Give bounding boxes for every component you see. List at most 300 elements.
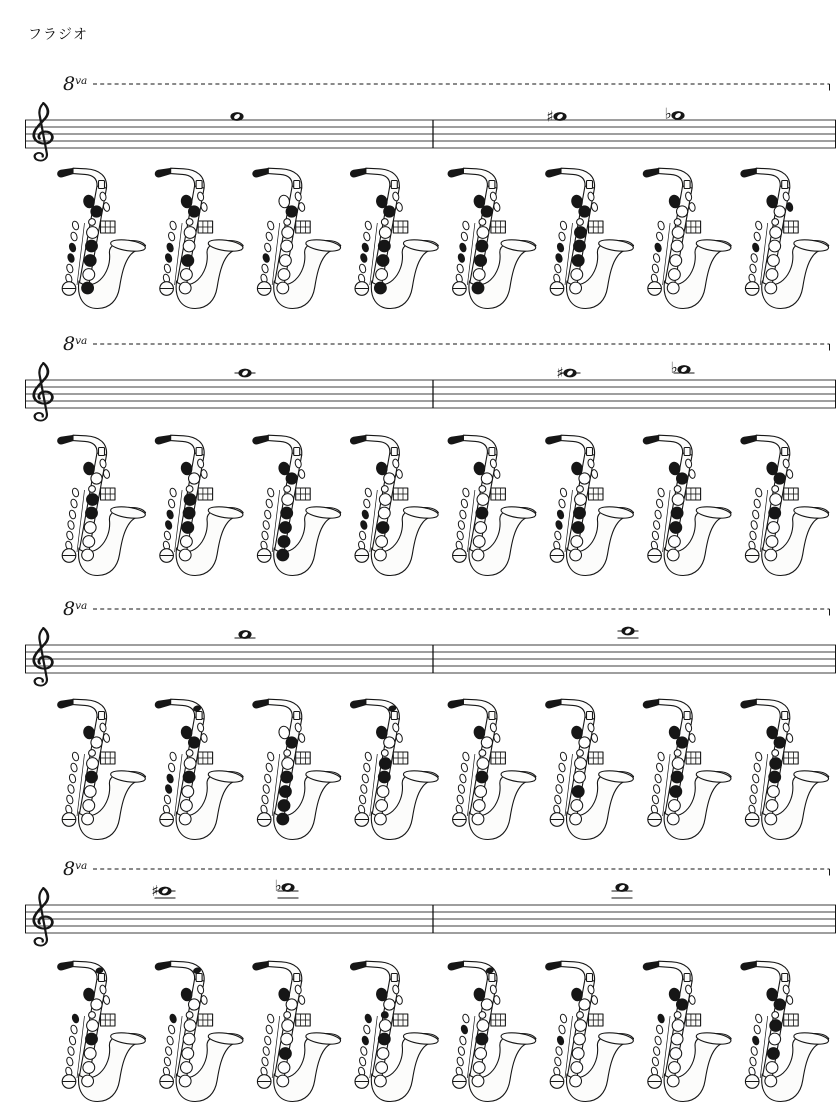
side-key-1 bbox=[752, 509, 760, 519]
side-key-1 bbox=[166, 242, 174, 252]
side-key-1 bbox=[68, 509, 76, 519]
bis-key bbox=[89, 750, 96, 757]
main-key-1 bbox=[672, 227, 684, 239]
main-key-5 bbox=[570, 813, 582, 825]
side-key-1 bbox=[459, 773, 467, 783]
system-4 bbox=[25, 858, 836, 1102]
main-key-5 bbox=[472, 549, 484, 561]
side-key-1 bbox=[459, 242, 467, 252]
main-key-5 bbox=[277, 813, 289, 825]
side-key-3 bbox=[163, 263, 171, 273]
sax-joint-cage bbox=[198, 1014, 213, 1026]
sax-joint-cage bbox=[686, 221, 701, 233]
main-key-1 bbox=[672, 1020, 684, 1032]
main-key-2 bbox=[574, 240, 586, 252]
neck-key-2 bbox=[786, 733, 794, 743]
palm-key-2 bbox=[70, 762, 78, 772]
main-key-3 bbox=[182, 522, 194, 534]
main-key-2 bbox=[671, 507, 683, 519]
sax-neck-cork bbox=[782, 448, 788, 456]
table-key bbox=[648, 282, 662, 296]
side-key-2 bbox=[555, 253, 563, 263]
neck-key-2 bbox=[103, 733, 111, 743]
system-2 bbox=[25, 333, 836, 576]
neck-key-2 bbox=[200, 995, 208, 1005]
side-key-2 bbox=[652, 1046, 660, 1056]
side-key-3 bbox=[651, 530, 659, 540]
table-key bbox=[550, 282, 564, 296]
ottava-marking bbox=[63, 858, 830, 880]
main-key-1 bbox=[282, 758, 294, 770]
whole-note bbox=[612, 883, 633, 898]
side-key-3 bbox=[66, 1056, 74, 1066]
thumb-key bbox=[91, 206, 102, 217]
treble-clef-icon bbox=[34, 103, 53, 160]
palm-key-2 bbox=[363, 1024, 371, 1034]
main-key-3 bbox=[475, 786, 487, 798]
side-key-2 bbox=[555, 784, 563, 794]
sax-neck-cork bbox=[294, 181, 300, 189]
side-key-3 bbox=[456, 1056, 464, 1066]
main-key-4 bbox=[473, 269, 485, 281]
neck-key-2 bbox=[493, 733, 501, 743]
bis-key bbox=[577, 750, 584, 757]
sax-joint-cage bbox=[296, 1014, 311, 1026]
main-key-3 bbox=[475, 1048, 487, 1060]
sax-mouthpiece-icon bbox=[448, 699, 463, 708]
sax-neck-cork bbox=[196, 448, 202, 456]
sax-mouthpiece-icon bbox=[58, 961, 73, 970]
sax-fingering-diagram-r3-5 bbox=[448, 699, 536, 839]
sax-fingering-diagram-r3-3 bbox=[253, 699, 341, 839]
bis-key bbox=[89, 1012, 96, 1019]
neck-key-2 bbox=[395, 995, 403, 1005]
sax-joint-cage bbox=[101, 221, 116, 233]
sax-fingering-diagram-r2-7 bbox=[643, 435, 731, 575]
sax-mouthpiece-icon bbox=[58, 435, 73, 444]
main-key-5 bbox=[765, 1075, 777, 1087]
neck-key-2 bbox=[591, 733, 599, 743]
palm-key-1 bbox=[364, 220, 372, 230]
main-key-2 bbox=[769, 771, 781, 783]
sax-joint-cage bbox=[784, 752, 799, 764]
table-key bbox=[745, 813, 759, 827]
sax-fingering-diagram-r2-1 bbox=[58, 435, 146, 575]
main-key-5 bbox=[179, 813, 191, 825]
table-key bbox=[648, 549, 662, 563]
thumb-key bbox=[384, 737, 395, 748]
palm-key-1 bbox=[169, 487, 177, 497]
side-key-1 bbox=[264, 242, 272, 252]
sax-fingering-diagram-r4-2 bbox=[155, 961, 243, 1101]
main-key-5 bbox=[570, 282, 582, 294]
system-3 bbox=[25, 598, 836, 840]
neck-key-2 bbox=[493, 995, 501, 1005]
thumb-key bbox=[677, 206, 688, 217]
sax-mouthpiece-icon bbox=[58, 168, 73, 177]
palm-key-2 bbox=[558, 231, 566, 241]
main-key-2 bbox=[476, 240, 488, 252]
sax-fingering-diagram-r1-7 bbox=[643, 168, 731, 308]
thumb-key bbox=[189, 206, 200, 217]
main-key-5 bbox=[82, 282, 94, 294]
whole-note bbox=[230, 112, 243, 121]
side-key-3 bbox=[66, 794, 74, 804]
side-key-1 bbox=[459, 509, 467, 519]
sax-mouthpiece-icon bbox=[546, 699, 561, 708]
thumb-key bbox=[91, 737, 102, 748]
side-key-2 bbox=[262, 253, 270, 263]
sax-joint-cage bbox=[491, 488, 506, 500]
main-key-1 bbox=[379, 1020, 391, 1032]
sax-mouthpiece-icon bbox=[350, 168, 365, 177]
side-key-1 bbox=[752, 1035, 760, 1045]
palm-key-1 bbox=[755, 487, 763, 497]
main-key-4 bbox=[181, 269, 193, 281]
palm-key-2 bbox=[460, 498, 468, 508]
palm-key-1 bbox=[657, 751, 665, 761]
neck-key-2 bbox=[591, 995, 599, 1005]
side-key-1 bbox=[361, 509, 369, 519]
main-key-1 bbox=[575, 227, 587, 239]
main-key-3 bbox=[670, 522, 682, 534]
sax-joint-cage bbox=[393, 752, 408, 764]
main-key-3 bbox=[280, 255, 292, 267]
palm-key-1 bbox=[559, 1013, 567, 1023]
main-key-5 bbox=[375, 282, 387, 294]
sax-neck-cork bbox=[196, 712, 202, 720]
main-key-4 bbox=[278, 269, 290, 281]
thumb-key bbox=[189, 999, 200, 1010]
sax-mouthpiece-icon bbox=[253, 961, 268, 970]
side-key-1 bbox=[264, 1035, 272, 1045]
table-key bbox=[453, 813, 467, 827]
palm-key-2 bbox=[265, 762, 273, 772]
table-key bbox=[355, 282, 369, 296]
side-key-3 bbox=[261, 263, 269, 273]
main-key-1 bbox=[87, 494, 99, 506]
main-key-1 bbox=[672, 758, 684, 770]
side-key-3 bbox=[749, 1056, 757, 1066]
side-key-1 bbox=[264, 773, 272, 783]
side-key-2 bbox=[164, 253, 172, 263]
main-key-3 bbox=[84, 1048, 96, 1060]
sax-mouthpiece-icon bbox=[741, 168, 756, 177]
bis-key bbox=[772, 486, 779, 493]
side-key-1 bbox=[264, 509, 272, 519]
neck-key-2 bbox=[493, 202, 501, 212]
main-key-5 bbox=[765, 282, 777, 294]
table-key bbox=[355, 813, 369, 827]
main-key-2 bbox=[671, 240, 683, 252]
table-key bbox=[550, 813, 564, 827]
main-key-3 bbox=[768, 255, 780, 267]
sax-joint-cage bbox=[198, 488, 213, 500]
side-key-1 bbox=[361, 773, 369, 783]
table-key bbox=[453, 1075, 467, 1089]
main-key-3 bbox=[377, 255, 389, 267]
palm-key-1 bbox=[267, 220, 275, 230]
main-key-1 bbox=[770, 227, 782, 239]
sax-fingering-diagram-r1-1 bbox=[58, 168, 146, 308]
main-key-3 bbox=[572, 255, 584, 267]
main-key-3 bbox=[377, 1048, 389, 1060]
thumb-key bbox=[91, 999, 102, 1010]
neck-key-2 bbox=[688, 469, 696, 479]
main-key-1 bbox=[87, 758, 99, 770]
palm-key-1 bbox=[559, 751, 567, 761]
sax-fingering-diagram-r4-3 bbox=[253, 961, 341, 1101]
sax-neck-cork bbox=[294, 974, 300, 982]
bis-key bbox=[284, 486, 291, 493]
side-key-1 bbox=[166, 773, 174, 783]
side-key-2 bbox=[457, 520, 465, 530]
table-key bbox=[257, 549, 271, 563]
main-key-1 bbox=[575, 494, 587, 506]
sax-joint-cage bbox=[296, 752, 311, 764]
sax-neck-cork bbox=[587, 181, 593, 189]
palm-key-2 bbox=[655, 1024, 663, 1034]
main-key-1 bbox=[672, 494, 684, 506]
neck-key-2 bbox=[591, 202, 599, 212]
side-key-3 bbox=[651, 794, 659, 804]
main-key-2 bbox=[183, 771, 195, 783]
main-key-1 bbox=[184, 494, 196, 506]
palm-key-1 bbox=[71, 220, 79, 230]
thumb-key bbox=[774, 473, 785, 484]
palm-key-1 bbox=[169, 220, 177, 230]
side-key-1 bbox=[68, 242, 76, 252]
sax-fingering-diagram-r2-5 bbox=[448, 435, 536, 575]
sax-neck-cork bbox=[782, 974, 788, 982]
palm-key-1 bbox=[657, 487, 665, 497]
table-key bbox=[160, 813, 174, 827]
main-key-2 bbox=[671, 771, 683, 783]
main-key-3 bbox=[572, 522, 584, 534]
sax-fingering-diagram-r1-3 bbox=[253, 168, 341, 308]
bis-key bbox=[577, 1012, 584, 1019]
side-key-3 bbox=[651, 263, 659, 273]
palm-key-2 bbox=[753, 762, 761, 772]
palm-key-2 bbox=[753, 231, 761, 241]
sax-joint-cage bbox=[491, 752, 506, 764]
bis-key bbox=[479, 750, 486, 757]
bis-key bbox=[284, 750, 291, 757]
main-key-2 bbox=[378, 771, 390, 783]
sax-mouthpiece-icon bbox=[448, 168, 463, 177]
side-key-2 bbox=[360, 253, 368, 263]
main-key-3 bbox=[572, 786, 584, 798]
palm-key-2 bbox=[363, 498, 371, 508]
thumb-key bbox=[677, 737, 688, 748]
sax-neck-cork bbox=[391, 448, 397, 456]
sharp-accidental-icon: ♯ bbox=[556, 363, 564, 382]
palm-key-2 bbox=[655, 498, 663, 508]
main-key-4 bbox=[181, 1062, 193, 1074]
sax-mouthpiece-icon bbox=[643, 435, 658, 444]
sax-neck-cork bbox=[196, 181, 202, 189]
palm-key-2 bbox=[167, 1024, 175, 1034]
sax-joint-cage bbox=[101, 488, 116, 500]
neck-key-2 bbox=[200, 469, 208, 479]
thumb-key bbox=[286, 206, 297, 217]
main-key-3 bbox=[182, 786, 194, 798]
sax-neck-cork bbox=[391, 181, 397, 189]
palm-key-1 bbox=[267, 487, 275, 497]
neck-key-2 bbox=[103, 995, 111, 1005]
main-key-5 bbox=[570, 1075, 582, 1087]
bis-key bbox=[284, 1012, 291, 1019]
bis-key bbox=[479, 1012, 486, 1019]
sax-joint-cage bbox=[784, 221, 799, 233]
sax-neck-cork bbox=[782, 712, 788, 720]
sax-joint-cage bbox=[491, 221, 506, 233]
sax-fingering-diagram-r3-8 bbox=[741, 699, 829, 839]
main-key-1 bbox=[477, 758, 489, 770]
main-key-3 bbox=[768, 786, 780, 798]
palm-key-2 bbox=[70, 231, 78, 241]
sax-mouthpiece-icon bbox=[741, 961, 756, 970]
main-key-1 bbox=[575, 1020, 587, 1032]
side-key-1 bbox=[166, 509, 174, 519]
side-key-1 bbox=[459, 1035, 467, 1045]
sax-neck-cork bbox=[489, 448, 495, 456]
bis-key bbox=[577, 219, 584, 226]
thumb-key bbox=[286, 473, 297, 484]
sax-joint-cage bbox=[784, 488, 799, 500]
main-key-2 bbox=[183, 1033, 195, 1045]
side-key-3 bbox=[358, 1056, 366, 1066]
main-key-4 bbox=[278, 1062, 290, 1074]
main-key-1 bbox=[184, 227, 196, 239]
sax-joint-cage bbox=[589, 488, 604, 500]
main-key-4 bbox=[376, 800, 388, 812]
main-key-4 bbox=[571, 269, 583, 281]
table-key bbox=[453, 282, 467, 296]
bis-key bbox=[186, 750, 193, 757]
table-key bbox=[62, 549, 76, 563]
neck-key-2 bbox=[103, 469, 111, 479]
main-key-1 bbox=[379, 227, 391, 239]
system-1 bbox=[25, 73, 836, 309]
bis-key bbox=[772, 750, 779, 757]
main-key-3 bbox=[572, 1048, 584, 1060]
main-key-3 bbox=[377, 786, 389, 798]
side-key-3 bbox=[749, 530, 757, 540]
sax-fingering-diagram-r2-8 bbox=[741, 435, 829, 575]
neck-key-2 bbox=[298, 733, 306, 743]
side-key-3 bbox=[749, 794, 757, 804]
palm-key-1 bbox=[559, 487, 567, 497]
main-key-1 bbox=[87, 1020, 99, 1032]
table-key bbox=[62, 1075, 76, 1089]
side-key-2 bbox=[360, 520, 368, 530]
thumb-key bbox=[286, 737, 297, 748]
sax-neck-cork bbox=[489, 181, 495, 189]
table-key bbox=[160, 549, 174, 563]
sax-mouthpiece-icon bbox=[643, 699, 658, 708]
bis-key bbox=[674, 219, 681, 226]
whole-note bbox=[235, 369, 256, 378]
sax-fingering-diagram-r2-3 bbox=[253, 435, 341, 575]
main-key-5 bbox=[472, 813, 484, 825]
side-key-2 bbox=[652, 253, 660, 263]
sax-neck-cork bbox=[684, 974, 690, 982]
treble-clef-icon bbox=[34, 363, 53, 420]
palm-key-2 bbox=[558, 498, 566, 508]
sharp-accidental-icon: ♯ bbox=[151, 881, 159, 900]
sax-mouthpiece-icon bbox=[58, 699, 73, 708]
staff bbox=[25, 905, 836, 933]
main-key-5 bbox=[82, 1075, 94, 1087]
table-key bbox=[160, 1075, 174, 1089]
side-key-2 bbox=[67, 520, 75, 530]
main-key-4 bbox=[83, 1062, 95, 1074]
main-key-1 bbox=[477, 494, 489, 506]
main-key-3 bbox=[182, 1048, 194, 1060]
bis-key bbox=[674, 486, 681, 493]
staff bbox=[25, 380, 836, 408]
main-key-3 bbox=[182, 255, 194, 267]
table-key bbox=[257, 813, 271, 827]
palm-key-2 bbox=[558, 762, 566, 772]
palm-key-1 bbox=[559, 220, 567, 230]
sax-joint-cage bbox=[491, 1014, 506, 1026]
thumb-key bbox=[481, 737, 492, 748]
main-key-4 bbox=[669, 536, 681, 548]
sax-neck-cork bbox=[489, 712, 495, 720]
treble-clef-icon bbox=[34, 888, 53, 945]
main-key-5 bbox=[82, 813, 94, 825]
side-key-2 bbox=[457, 1046, 465, 1056]
side-key-2 bbox=[164, 1046, 172, 1056]
thumb-key bbox=[481, 473, 492, 484]
palm-key-2 bbox=[167, 231, 175, 241]
sax-neck-cork bbox=[196, 974, 202, 982]
sax-fingering-diagram-r4-6 bbox=[546, 961, 634, 1101]
main-key-3 bbox=[84, 255, 96, 267]
palm-key-1 bbox=[657, 220, 665, 230]
main-key-3 bbox=[670, 786, 682, 798]
ottava-marking bbox=[63, 333, 830, 355]
table-key bbox=[550, 549, 564, 563]
table-key bbox=[453, 549, 467, 563]
main-key-3 bbox=[670, 255, 682, 267]
palm-key-2 bbox=[460, 762, 468, 772]
sax-mouthpiece-icon bbox=[155, 168, 170, 177]
neck-key-2 bbox=[786, 995, 794, 1005]
ottava-label: $8^{va}$ bbox=[63, 598, 88, 620]
thumb-key bbox=[774, 737, 785, 748]
sax-joint-cage bbox=[589, 221, 604, 233]
treble-clef-icon bbox=[34, 628, 53, 685]
main-key-4 bbox=[181, 800, 193, 812]
main-key-4 bbox=[571, 800, 583, 812]
main-key-1 bbox=[282, 227, 294, 239]
sax-mouthpiece-icon bbox=[253, 699, 268, 708]
sax-joint-cage bbox=[784, 1014, 799, 1026]
sax-mouthpiece-icon bbox=[350, 435, 365, 444]
flat-accidental-icon: ♭ bbox=[274, 876, 282, 895]
main-key-1 bbox=[379, 758, 391, 770]
bis-key bbox=[772, 219, 779, 226]
neck-key-2 bbox=[591, 469, 599, 479]
main-key-1 bbox=[770, 494, 782, 506]
main-key-2 bbox=[378, 1033, 390, 1045]
thumb-key bbox=[481, 999, 492, 1010]
side-key-1 bbox=[654, 1035, 662, 1045]
ottava-marking bbox=[63, 598, 830, 620]
